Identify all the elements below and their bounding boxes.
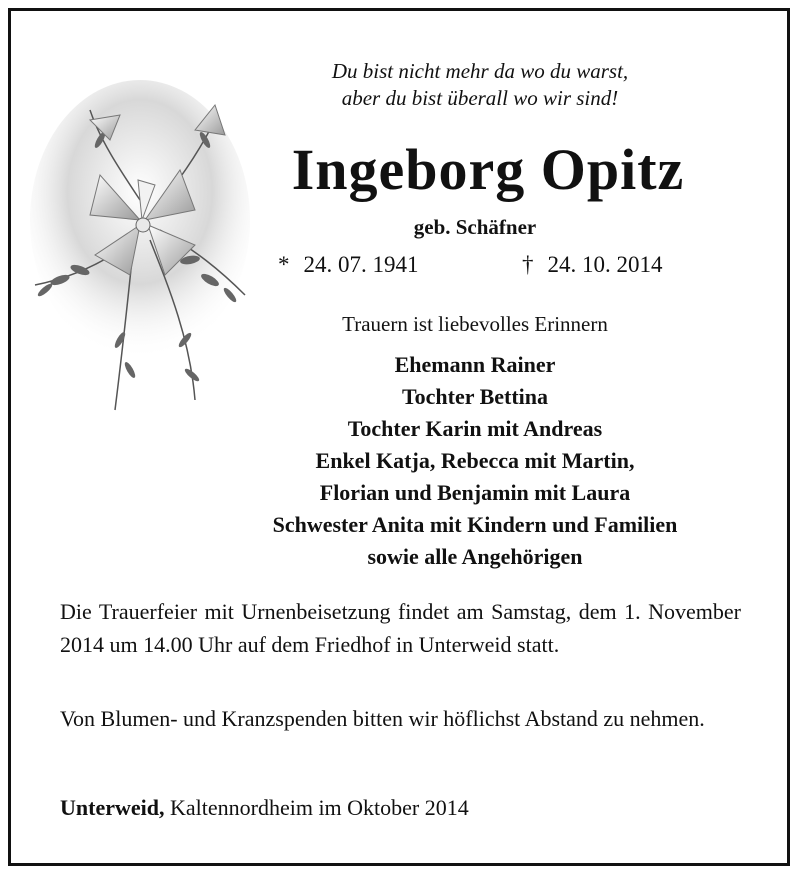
mourning-motto: Trauern ist liebevolles Erinnern: [342, 312, 608, 336]
donation-paragraph: Von Blumen- und Kranzspenden bitten wir höflichst Abstand zu nehmen.: [60, 706, 705, 731]
closing-date: Kaltennordheim im Oktober 2014: [169, 795, 469, 820]
quote-line-2: aber du bist überall wo wir sind!: [341, 86, 619, 110]
memorial-quote: [290, 58, 670, 112]
mourners-list: [180, 349, 770, 573]
mourner-line: Enkel Katja, Rebecca mit Martin,: [315, 448, 635, 473]
maiden-name: geb. Schäfner: [413, 215, 537, 239]
death-date-group: [522, 252, 663, 278]
mourner-line: Tochter Karin mit Andreas: [347, 416, 603, 441]
death-cross-icon: †: [522, 252, 534, 277]
quote-line-1: Du bist nicht mehr da wo du warst,: [331, 59, 629, 83]
closing-line: [60, 791, 741, 824]
deceased-name: Ingeborg Opitz: [291, 137, 685, 202]
mourner-line: Schwester Anita mit Kindern und Familien: [272, 512, 678, 537]
death-date: 24. 10. 2014: [547, 252, 663, 277]
closing-place: Unterweid,: [60, 795, 165, 820]
life-dates: [270, 252, 710, 284]
ceremony-paragraph: Die Trauerfeier mit Urnenbeisetzung findet am Samstag, dem 1. November 2014 um 14.00 Uhr auf dem Friedhof in Unterweid statt.: [60, 599, 741, 657]
mourner-line: Ehemann Rainer: [394, 352, 556, 377]
mourner-line: sowie alle Angehörigen: [367, 544, 583, 569]
mourner-line: Tochter Bettina: [401, 384, 549, 409]
birth-date-group: [278, 252, 419, 278]
birth-date: 24. 07. 1941: [303, 252, 419, 277]
birth-star-icon: *: [278, 252, 290, 277]
mourner-line: Florian und Benjamin mit Laura: [319, 480, 631, 505]
